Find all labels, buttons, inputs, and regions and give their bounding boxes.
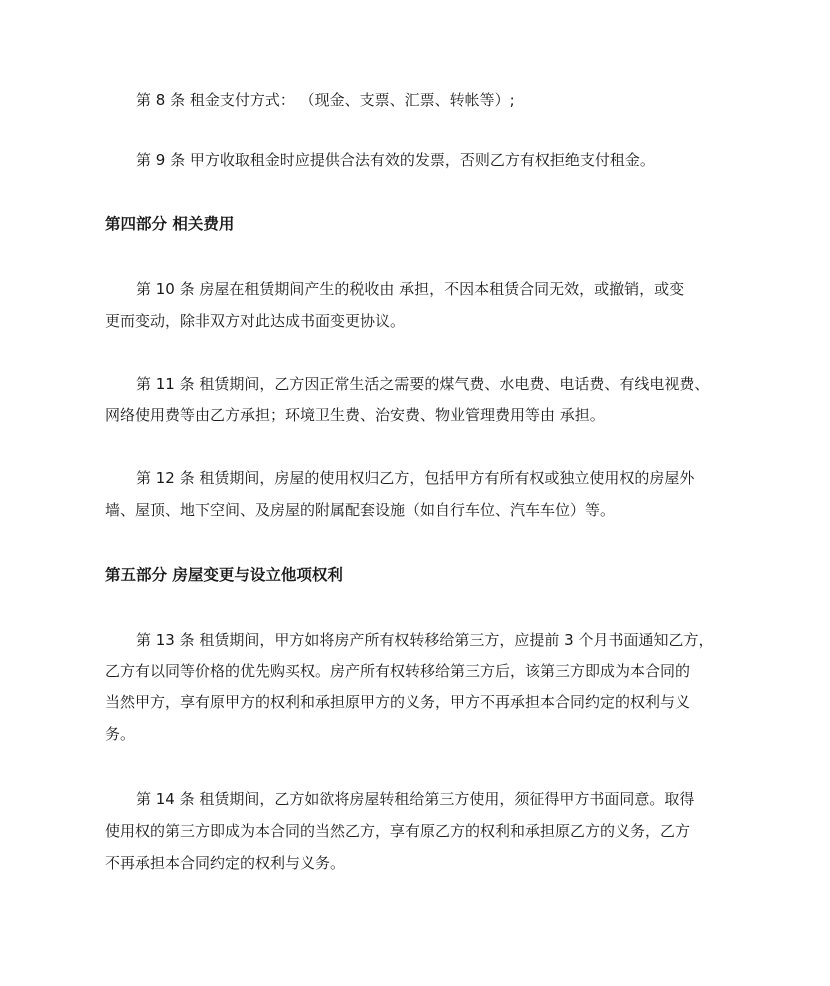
article-line: 不再承担本合同约定的权利与义务。 xyxy=(105,854,346,872)
article-line: 使用权的第三方即成为本合同的当然乙方，享有原乙方的权利和承担原乙方的义务，乙方 xyxy=(105,822,691,840)
article-line: 第 14 条 租赁期间，乙方如欲将房屋转租给第三方使用，须征得甲方书面同意。取得 xyxy=(136,790,695,808)
article-line: 第 9 条 甲方收取租金时应提供合法有效的发票，否则乙方有权拒绝支付租金。 xyxy=(136,151,655,169)
section-heading-part-4: 第四部分 相关费用 xyxy=(105,215,235,233)
article-line: 第 8 条 租金支付方式： （现金、支票、汇票、转帐等）; xyxy=(136,91,515,109)
article-line: 第 12 条 租赁期间，房屋的使用权归乙方，包括甲方有所有权或独立使用权的房屋外 xyxy=(136,469,695,487)
article-line: 务。 xyxy=(105,725,136,743)
article-line: 更而变动，除非双方对此达成书面变更协议。 xyxy=(105,312,406,330)
article-line: 当然甲方，享有原甲方的权利和承担原甲方的义务，甲方不再承担本合同约定的权利与义 xyxy=(105,693,691,711)
article-line: 墙、屋顶、地下空间、及房屋的附属配套设施（如自行车位、汽车车位）等。 xyxy=(105,501,616,519)
section-heading-part-5: 第五部分 房屋变更与设立他项权利 xyxy=(105,566,343,584)
article-line: 第 13 条 租赁期间，甲方如将房产所有权转移给第三方，应提前 3 个月书面通知乙方， xyxy=(136,631,714,649)
article-line: 乙方有以同等价格的优先购买权。房产所有权转移给第三方后，该第三方即成为本合同的 xyxy=(105,662,691,680)
article-line: 第 10 条 房屋在租赁期间产生的税收由 承担，不因本租赁合同无效，或撤销，或变 xyxy=(136,280,685,298)
article-line: 网络使用费等由乙方承担；环境卫生费、治安费、物业管理费用等由 承担。 xyxy=(105,406,605,424)
article-line: 第 11 条 租赁期间，乙方因正常生活之需要的煤气费、水电费、电话费、有线电视费、 xyxy=(136,375,710,393)
